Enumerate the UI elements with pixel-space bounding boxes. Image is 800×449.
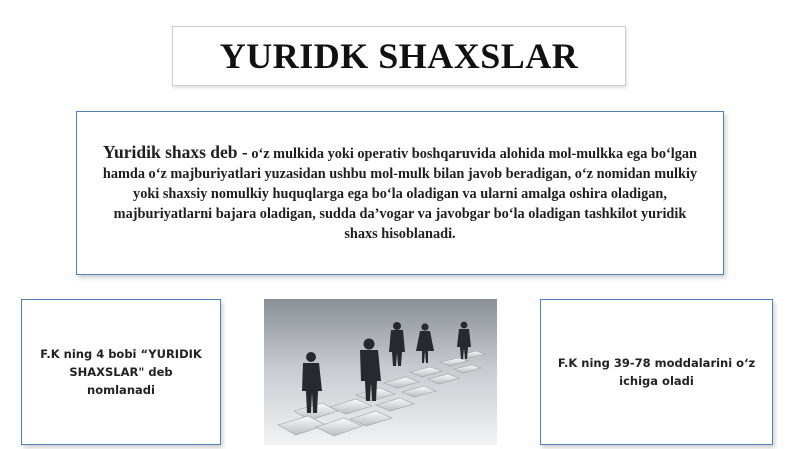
articles-info-text: F.K ning 39-78 moddalarini o‘z ichiga oladi: [557, 356, 756, 388]
slide-title: YURIDK SHAXSLAR: [219, 36, 579, 76]
chapter-info-text: F.K ning 4 bobi “YURIDIK SHAXSLAR" deb nomlanadi: [40, 347, 202, 397]
definition-term: Yuridik shaxs deb -: [102, 142, 248, 162]
chapter-info-box: [21, 299, 221, 445]
business-people-puzzle-image: [264, 299, 497, 445]
puzzle-silhouettes-illustration: [264, 299, 497, 445]
articles-info-box: [540, 299, 773, 445]
definition-text: [99, 142, 701, 244]
definition-body: o‘z mulkida yoki operativ boshqaruvida alohida mol-mulkka ega bo‘lgan hamda o‘z majburiyatlari yuzasidan ushbu mol-mulk bilan javob beradigan, o‘z nomidan mulkiy yoki shaxsiy nomulkiy huquqlarga ega bo‘la oladigan va ularni amalga oshira oladigan, majburiyatlarni bajara oladigan, sudda da’vogar va javobgar bo‘la oladigan tashkilot yuridik shaxs hisoblanadi.: [102, 146, 698, 242]
definition-box: [76, 111, 724, 275]
title-box: [172, 26, 626, 86]
